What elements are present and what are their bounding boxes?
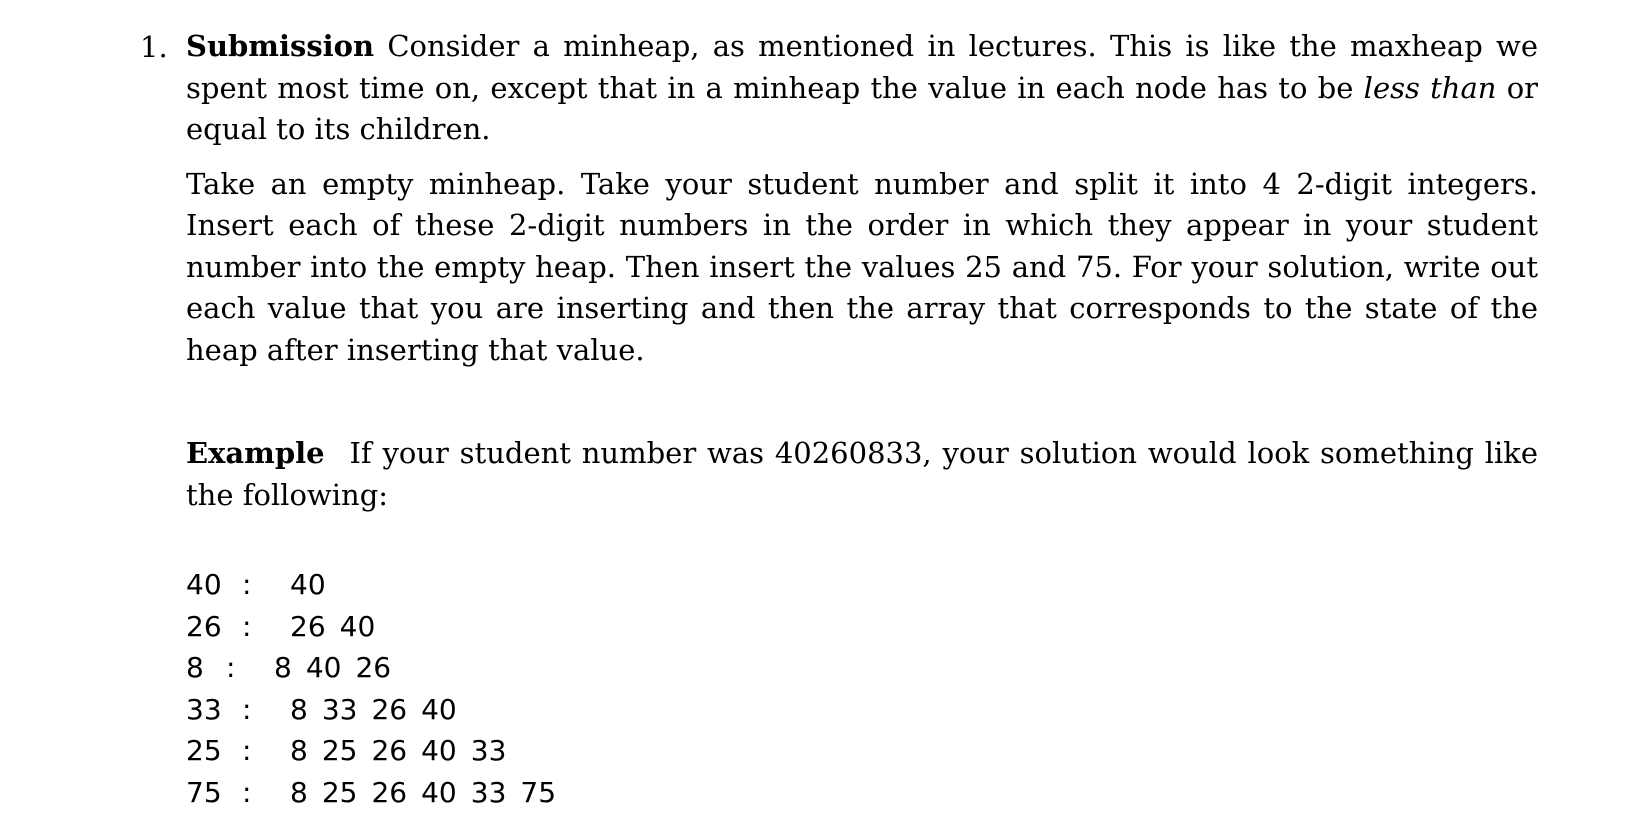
example-row — [186, 564, 570, 606]
inserted-value: 25 — [186, 730, 242, 772]
question-item — [140, 26, 1540, 371]
example-paragraph — [186, 433, 1538, 516]
heap-value: 8 — [290, 689, 308, 731]
example-row — [186, 606, 570, 648]
separator: : — [242, 564, 290, 606]
heap-value: 33 — [322, 689, 358, 731]
heap-value: 8 — [274, 647, 292, 689]
separator: : — [242, 689, 290, 731]
intro-text-before-italic: Consider a minheap, as mentioned in lectures. This is like the maxheap we spent most time on, except that in a minheap the value in each node has to be — [186, 29, 1538, 105]
example-row — [186, 689, 570, 731]
heap-value: 33 — [471, 772, 507, 813]
heap-value: 40 — [421, 772, 457, 813]
heap-value: 40 — [290, 564, 326, 606]
question-instructions: Take an empty minheap. Take your student number and split it into 4 2-digit integers. Insert each of these 2-digit numbers in the order in which they appear in your student number into the empty heap. Then insert the values 25 and 75. For your solution, write out each value that you are inserting and then the array that corresponds to the state of the heap after inserting that value. — [186, 164, 1538, 372]
heap-value: 8 — [290, 772, 308, 813]
separator: : — [226, 647, 274, 689]
example-row — [186, 647, 570, 689]
heap-value: 8 — [290, 730, 308, 772]
heap-value: 40 — [421, 689, 457, 731]
example-row — [186, 730, 570, 772]
heap-value: 25 — [322, 730, 358, 772]
heap-value: 40 — [421, 730, 457, 772]
question-number: 1. — [140, 26, 168, 68]
heap-value: 75 — [520, 772, 556, 813]
inserted-value: 40 — [186, 564, 242, 606]
separator: : — [242, 772, 290, 813]
intro-italic-text: less than — [1364, 71, 1497, 105]
intro-text-after-italic: or equal to its children. — [186, 71, 1538, 147]
inserted-value: 33 — [186, 689, 242, 731]
inserted-value: 26 — [186, 606, 242, 648]
inserted-value: 8 — [186, 647, 226, 689]
heap-value: 26 — [290, 606, 326, 648]
question-heading: Submission — [186, 29, 374, 63]
heap-value: 33 — [471, 730, 507, 772]
separator: : — [242, 730, 290, 772]
question-body — [186, 26, 1538, 371]
heap-value: 40 — [306, 647, 342, 689]
inserted-value: 75 — [186, 772, 242, 813]
example-heading: Example — [186, 436, 325, 470]
heap-value: 26 — [371, 689, 407, 731]
heap-value: 25 — [322, 772, 358, 813]
separator: : — [242, 606, 290, 648]
heap-value: 40 — [340, 606, 376, 648]
question-intro — [186, 26, 1538, 151]
example-row — [186, 772, 570, 813]
heap-value: 26 — [371, 772, 407, 813]
example-code-block — [186, 564, 570, 813]
example-text: If your student number was 40260833, your solution would look something like the following: — [186, 436, 1538, 512]
heap-value: 26 — [355, 647, 391, 689]
heap-value: 26 — [371, 730, 407, 772]
